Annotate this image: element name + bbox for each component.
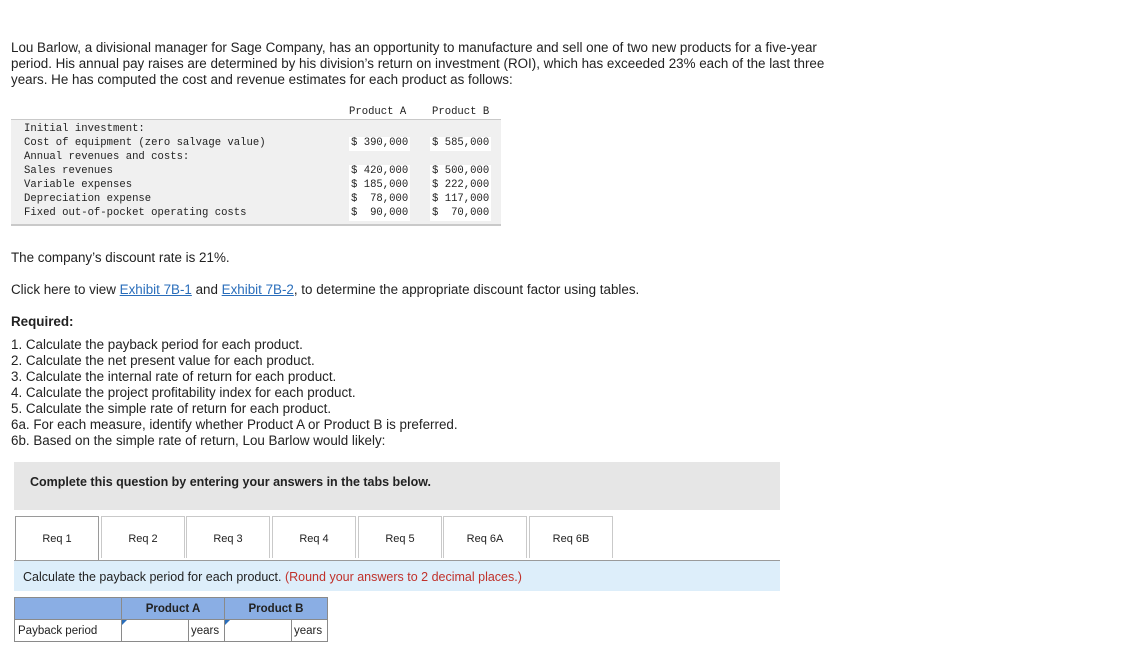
answer-header-blank bbox=[15, 598, 122, 620]
required-list bbox=[11, 337, 458, 449]
intro-text: Lou Barlow, a divisional manager for Sage Company, has an opportunity to manufacture and sell one of two new products for a five-year period. His annual pay raises are determined by his division’s return on investment (ROI), which has exceeded 23% each of the last three years. He has computed the cost and revenue estimates for each product as follows: bbox=[11, 40, 825, 87]
answer-header-row bbox=[15, 598, 328, 620]
answer-header-product-a: Product A bbox=[122, 598, 225, 620]
value-product-a: $ 420,000 bbox=[351, 165, 409, 177]
unit-label: years bbox=[189, 620, 225, 642]
tab-req-2[interactable]: Req 2 bbox=[101, 516, 185, 558]
table-row bbox=[11, 123, 501, 137]
list-item: 3. Calculate the internal rate of return for each product. bbox=[11, 369, 337, 384]
requirement-tabs bbox=[14, 516, 780, 561]
table-row bbox=[11, 137, 501, 151]
cost-table-body bbox=[11, 120, 501, 226]
answer-table bbox=[14, 597, 328, 642]
discount-rate-text: The company’s discount rate is 21%. bbox=[11, 250, 230, 265]
value-product-a: $ 90,000 bbox=[351, 207, 409, 219]
list-item: 6a. For each measure, identify whether Product A or Product B is preferred. bbox=[11, 417, 458, 432]
answer-header-product-b: Product B bbox=[225, 598, 328, 620]
exhibit-7b-2-link[interactable]: Exhibit 7B-2 bbox=[221, 282, 294, 297]
banner-text: Complete this question by entering your answers in the tabs below. bbox=[30, 475, 431, 489]
tab-req-6b[interactable]: Req 6B bbox=[529, 516, 613, 558]
row-label: Fixed out-of-pocket operating costs bbox=[24, 207, 247, 219]
value-product-b: $ 500,000 bbox=[432, 165, 490, 177]
exhibit-7b-1-link[interactable]: Exhibit 7B-1 bbox=[119, 282, 192, 297]
tab-req-3[interactable]: Req 3 bbox=[186, 516, 270, 558]
table-row bbox=[11, 165, 501, 179]
required-title: Required: bbox=[11, 314, 74, 329]
payback-product-a-input[interactable] bbox=[122, 621, 188, 641]
value-product-a: $ 185,000 bbox=[351, 179, 409, 191]
row-label: Variable expenses bbox=[24, 179, 133, 191]
table-row bbox=[15, 620, 328, 642]
row-label: Initial investment: bbox=[24, 123, 145, 135]
value-product-b: $ 117,000 bbox=[432, 193, 490, 205]
row-label: Cost of equipment (zero salvage value) bbox=[24, 137, 266, 149]
tab-req-1[interactable]: Req 1 bbox=[15, 516, 99, 560]
tab-req-6a[interactable]: Req 6A bbox=[443, 516, 527, 558]
table-row bbox=[11, 151, 501, 165]
table-row bbox=[11, 179, 501, 193]
payback-product-a-cell bbox=[122, 620, 189, 642]
tab-req-4[interactable]: Req 4 bbox=[272, 516, 356, 558]
exhibit-line bbox=[11, 282, 639, 298]
list-item: 2. Calculate the net present value for each product. bbox=[11, 353, 315, 368]
value-product-b: $ 585,000 bbox=[432, 137, 490, 149]
exhibit-prefix: Click here to view bbox=[11, 282, 120, 297]
value-product-a: $ 390,000 bbox=[351, 137, 409, 149]
row-label: Sales revenues bbox=[24, 165, 114, 177]
row-label: Annual revenues and costs: bbox=[24, 151, 190, 163]
header-product-a: Product A bbox=[349, 106, 407, 118]
table-row bbox=[11, 193, 501, 207]
header-product-b: Product B bbox=[432, 106, 490, 118]
list-item: 4. Calculate the project profitability index for each product. bbox=[11, 385, 356, 400]
list-item: 5. Calculate the simple rate of return for each product. bbox=[11, 401, 332, 416]
table-row bbox=[11, 207, 501, 221]
tab-req-5[interactable]: Req 5 bbox=[358, 516, 442, 558]
exhibit-middle: and bbox=[191, 282, 222, 297]
value-product-a: $ 78,000 bbox=[351, 193, 409, 205]
row-label: Depreciation expense bbox=[24, 193, 152, 205]
unit-label: years bbox=[292, 620, 328, 642]
list-item: 1. Calculate the payback period for each product. bbox=[11, 337, 303, 352]
cost-table-header bbox=[11, 104, 501, 120]
instructions-banner bbox=[14, 462, 780, 510]
problem-intro bbox=[11, 40, 851, 88]
cost-revenue-table bbox=[11, 104, 501, 226]
instruction-text bbox=[23, 570, 522, 584]
value-product-b: $ 222,000 bbox=[432, 179, 490, 191]
payback-period-label: Payback period bbox=[15, 620, 122, 642]
list-item: 6b. Based on the simple rate of return, Lou Barlow would likely: bbox=[11, 433, 386, 448]
value-product-b: $ 70,000 bbox=[432, 207, 490, 219]
payback-product-b-cell bbox=[225, 620, 292, 642]
tab-instruction bbox=[14, 561, 780, 591]
payback-product-b-input[interactable] bbox=[225, 621, 291, 641]
instruction-note: (Round your answers to 2 decimal places.) bbox=[284, 570, 522, 584]
exhibit-suffix: , to determine the appropriate discount factor using tables. bbox=[293, 282, 640, 297]
instruction-main: Calculate the payback period for each product. bbox=[23, 570, 285, 584]
